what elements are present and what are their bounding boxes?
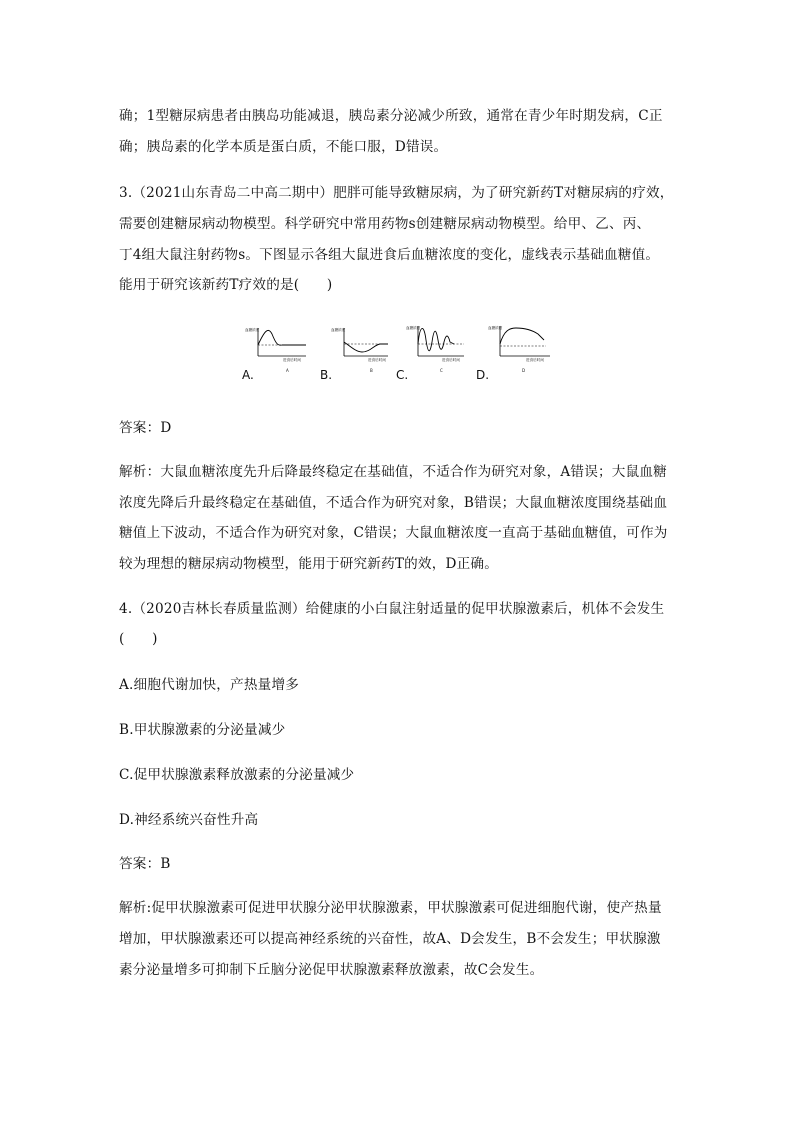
option-b: B.甲状腺激素的分泌量减少: [119, 722, 286, 738]
y-axis-label: 血糖浓度: [406, 326, 421, 330]
question-3-text: 丁4组大鼠注射药物s。下图显示各组大鼠进食后血糖浓度的变化，虚线表示基础血糖值。: [119, 247, 660, 263]
panel-sub-label: D: [522, 368, 526, 373]
x-axis-label: 进食后时间: [368, 358, 386, 362]
x-axis-label: 进食后时间: [283, 358, 301, 362]
figure-panel-a: [238, 320, 308, 382]
panel-sub-label: B: [370, 368, 373, 373]
question-4-text: 4.（2020吉林长春质量监测）给健康的小白鼠注射适量的促甲状腺激素后，机体不会发生: [119, 601, 665, 617]
option-c: C.促甲状腺激素释放激素的分泌量减少: [119, 767, 355, 783]
explanation-4: 素分泌量增多可抑制下丘脑分泌促甲状腺激素释放激素，故C会发生。: [119, 962, 544, 978]
question-3-text: 3.（2021山东青岛二中高二期中）肥胖可能导致糖尿病，为了研究新药T对糖尿病的疗效，: [119, 185, 674, 201]
answer-3: 答案：D: [119, 420, 172, 436]
panel-sub-label: A: [286, 368, 289, 373]
option-a: A.细胞代谢加快，产热量增多: [119, 677, 300, 693]
graph-b: [318, 320, 388, 382]
answer-4: 答案：B: [119, 856, 171, 872]
figure-panel-d: [476, 320, 546, 382]
explanation-3: 糖值上下波动，不适合作为研究对象，C错误；大鼠血糖浓度一直高于基础血糖值，可作为: [119, 525, 668, 541]
figure-panel-c: [396, 320, 466, 382]
explanation-4: 解析:促甲状腺激素可促进甲状腺分泌甲状腺激素，甲状腺激素可促进细胞代谢，使产热量: [119, 900, 662, 916]
glucose-curves-figure: [238, 320, 558, 382]
explanation-4: 增加，甲状腺激素还可以提高神经系统的兴奋性，故A、D会发生，B不会发生；甲状腺激: [119, 931, 661, 947]
panel-sub-label: C: [440, 368, 443, 373]
panel-letter: B.: [320, 368, 333, 382]
question-3-text: 能用于研究该新药T疗效的是( ): [119, 277, 333, 293]
explanation-3: 解析：大鼠血糖浓度先升后降最终稳定在基础值，不适合作为研究对象，A错误；大鼠血糖: [119, 464, 667, 480]
x-axis-label: 进食后时间: [442, 358, 460, 362]
y-axis-label: 血糖浓度: [331, 328, 346, 332]
text-line: 确；胰岛素的化学本质是蛋白质，不能口服，D错误。: [119, 139, 448, 155]
option-d: D.神经系统兴奋性升高: [119, 812, 259, 828]
text-line: 确；1型糖尿病患者由胰岛功能减退，胰岛素分泌减少所致，通常在青少年时期发病，C正: [119, 108, 663, 124]
y-axis-label: 血糖浓度: [245, 328, 260, 332]
panel-letter: A.: [242, 368, 254, 382]
x-axis-label: 进食后时间: [526, 358, 544, 362]
question-3-text: 需要创建糖尿病动物模型。科学研究中常用药物s创建糖尿病动物模型。给甲、乙、丙、: [119, 216, 651, 232]
explanation-3: 较为理想的糖尿病动物模型，能用于研究新药T的效，D正确。: [119, 556, 499, 572]
explanation-3: 浓度先降后升最终稳定在基础值，不适合作为研究对象，B错误；大鼠血糖浓度围绕基础血: [119, 495, 668, 511]
question-4-text: ( ): [119, 631, 158, 647]
figure-panel-b: [318, 320, 388, 382]
panel-letter: D.: [476, 368, 490, 382]
y-axis-label: 血糖浓度: [488, 326, 503, 330]
panel-letter: C.: [396, 368, 409, 382]
